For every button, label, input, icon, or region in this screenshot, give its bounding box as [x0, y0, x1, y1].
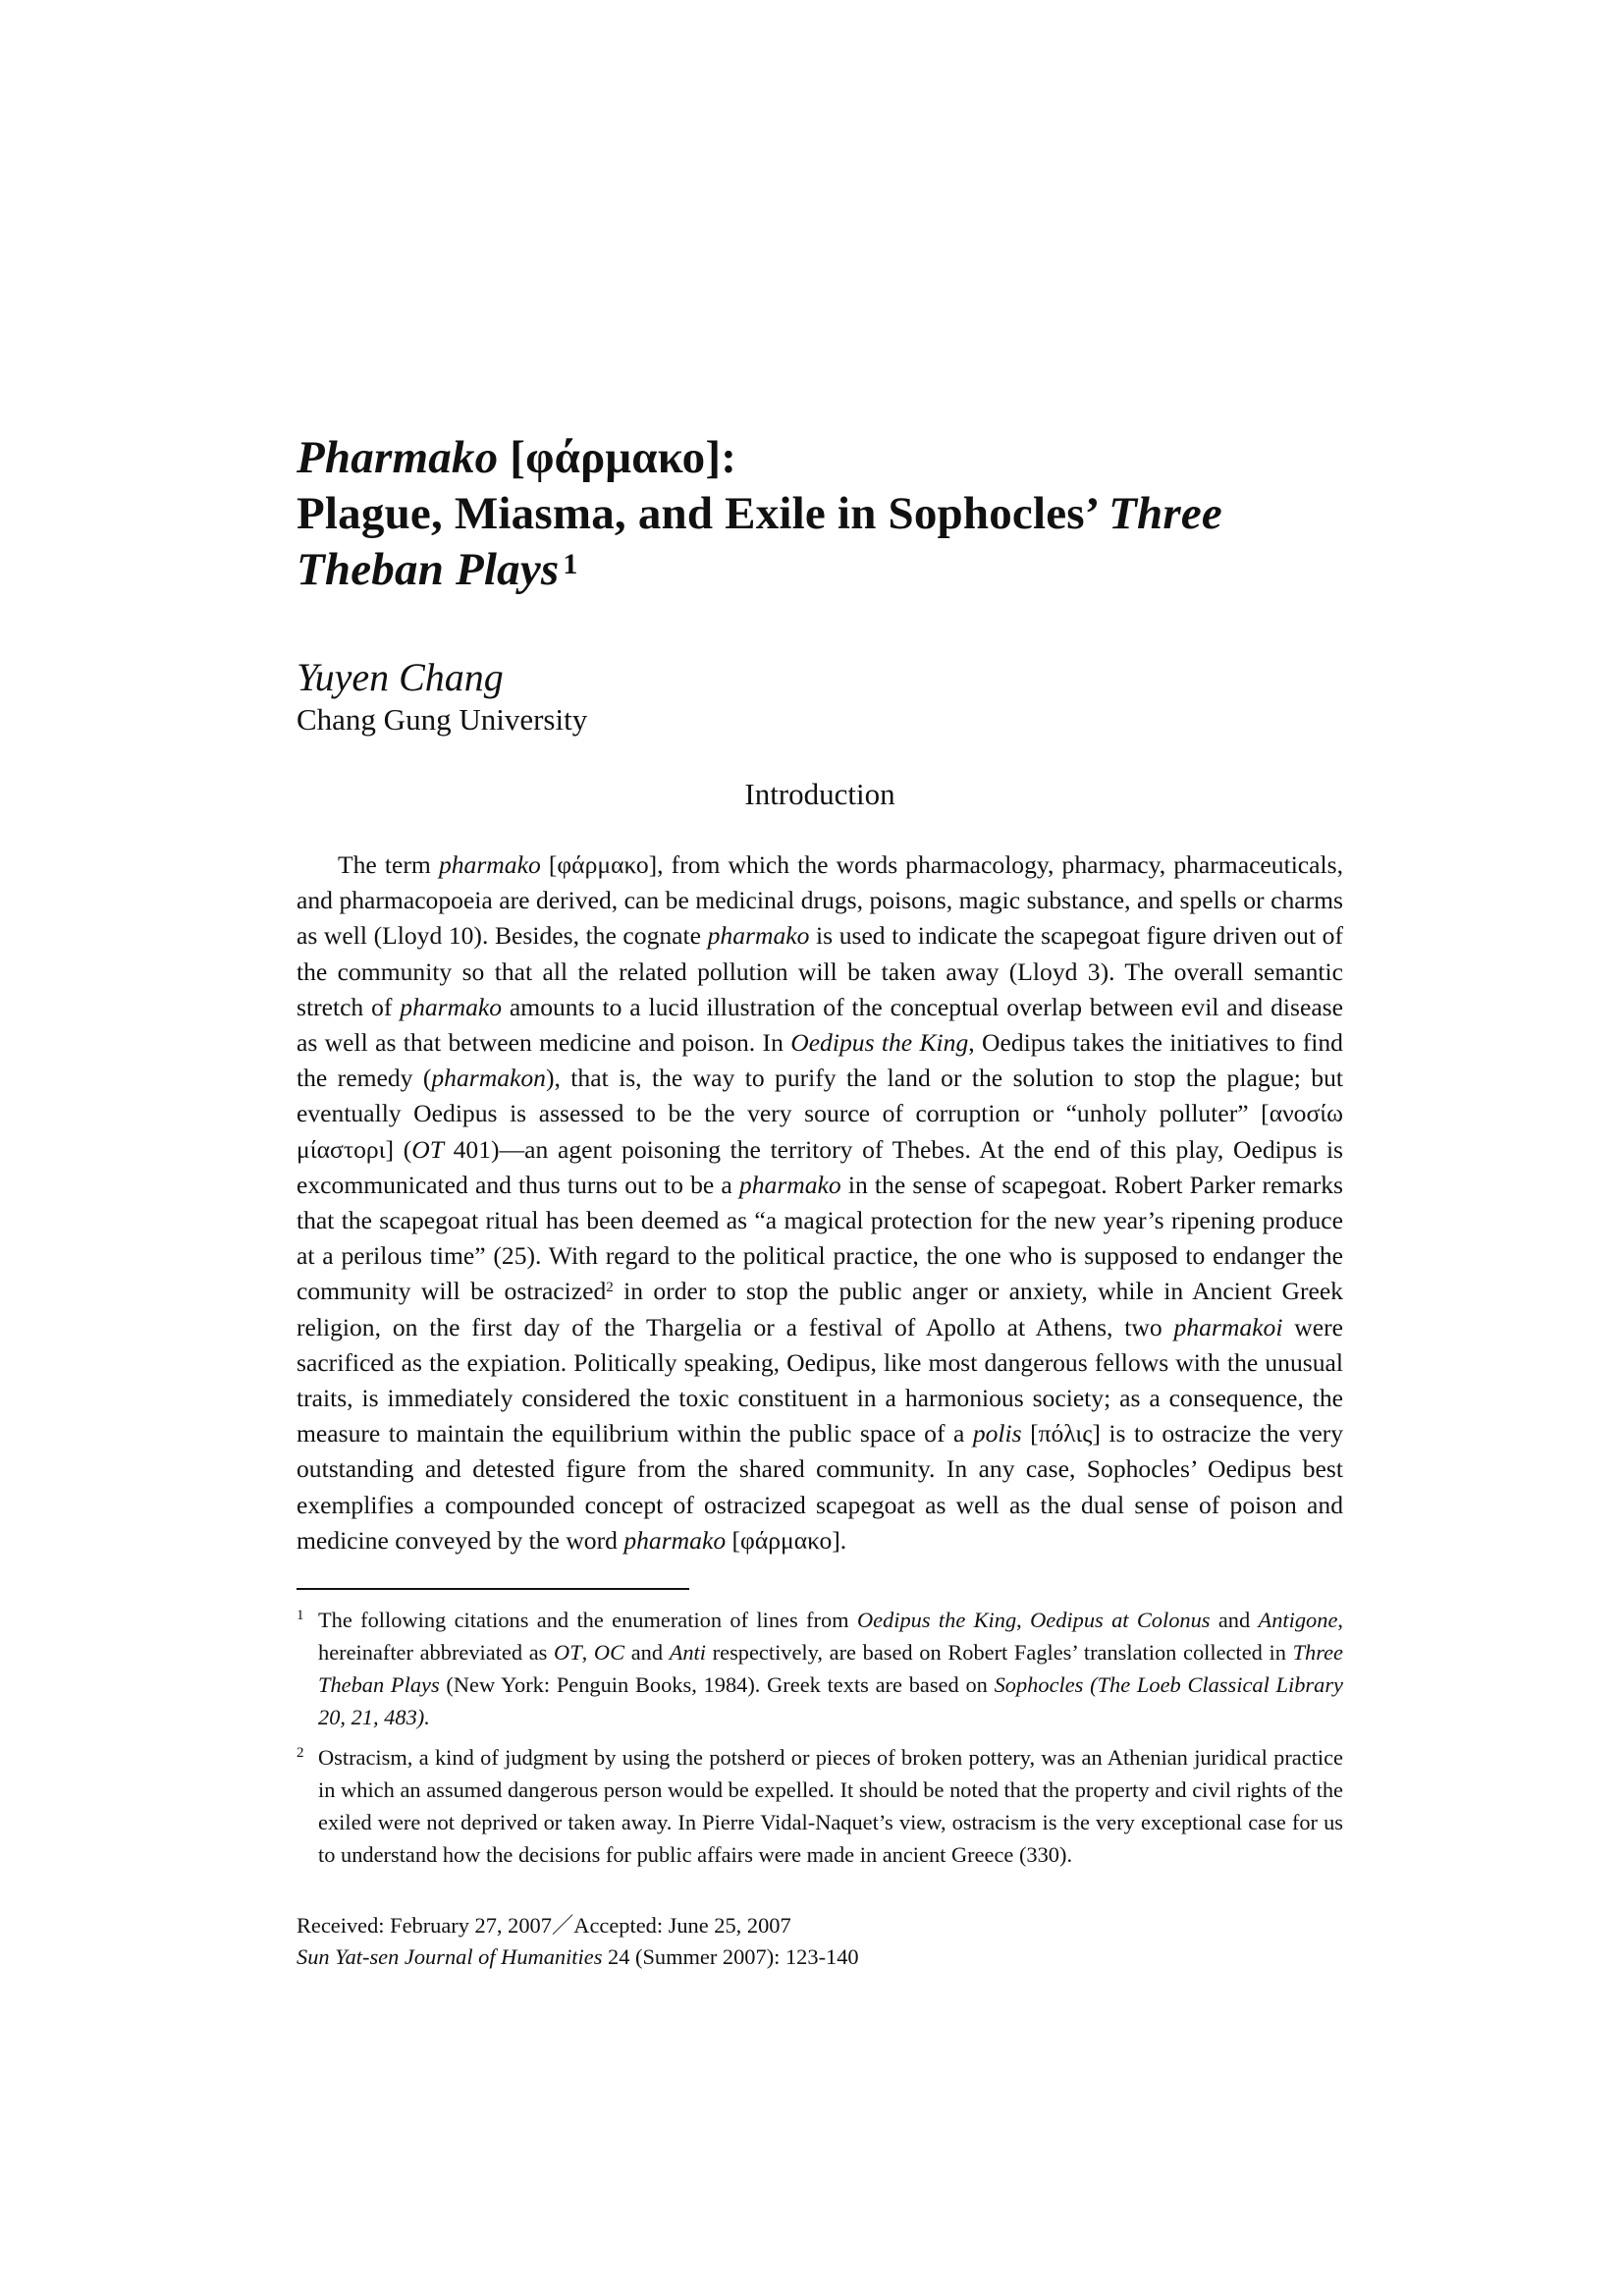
text-run: ), that is, the way to purify the land or the solution to stop the plague; but eventually Oedipus is assessed to be the very source of corruption or “unholy polluter” [ανοσίω μίαστορι] ( [297, 1064, 1343, 1164]
italic-abbrev: Anti [669, 1640, 707, 1666]
footnote-number: 1 [297, 1608, 304, 1624]
italic-term: pharmako [400, 992, 503, 1021]
text-run: , [1016, 1608, 1031, 1633]
text-run: respectively, are based on Robert Fagles’ translation collected in [706, 1640, 1293, 1666]
text-run: in order to stop the public anger or anxiety, while in Ancient Greek religion, on the first day of the Thargelia or a festival of Apollo at Athens, two [297, 1277, 1343, 1341]
italic-title: Sophocles (The Loeb Classical Library 20, 21, 483) [318, 1672, 1343, 1730]
italic-abbrev: OC [593, 1640, 625, 1666]
title-pharmako: Pharmako [297, 432, 499, 483]
article-title [297, 430, 1343, 598]
text-run: [φάρμακο], from which the words pharmacology, pharmacy, pharmaceuticals, and pharmacopoeia are derived, can be medicinal drugs, poisons, magic substance, and spells or charms as well (Lloyd 10). Besides, the cognate [297, 850, 1343, 951]
journal-citation [297, 1941, 1343, 1973]
text-run: The term [338, 850, 439, 879]
title-three: Three [1108, 488, 1222, 539]
italic-abbrev: OT [554, 1640, 582, 1666]
title-subtitle: Plague, Miasma, and Exile in Sophocles’ [297, 488, 1109, 539]
intro-paragraph [297, 847, 1343, 1558]
author-affiliation: Chang Gung University [297, 702, 588, 737]
italic-title: Oedipus the King [856, 1608, 1017, 1633]
text-run: 401)—an agent poisoning the territory of Thebes. At the end of this play, Oedipus is excommunicated and thus turns out to be a [297, 1134, 1344, 1199]
text-run: [πόλις] is to ostracize the very outstanding and detested figure from the shared community. In any case, Sophocles’ Oedipus best exemplifies a compounded concept of ostracized scapegoat as well as the dual sense of poison and medicine conveyed by the word [297, 1419, 1343, 1555]
footnote-text: Ostracism, a kind of judgment by using the potsherd or pieces of broken pottery, was an Athenian juridical practice in which an assumed dangerous person would be expelled. It should be noted that the property and civil rights of the exiled were not deprived or taken away. In Pierre Vidal-Naquet’s view, ostracism is the very exceptional case for us to understand how the decisions for public affairs were made in ancient Greece (330). [318, 1745, 1343, 1868]
title-line-3 [297, 542, 1343, 598]
journal-issue: 24 (Summer 2007): 123-140 [602, 1944, 859, 1970]
italic-title: Oedipus at Colonus [1030, 1608, 1211, 1633]
text-run: The following citations and the enumeration of lines from [318, 1608, 857, 1633]
received-dates: Received: February 27, 2007／Accepted: June 25, 2007 [297, 1913, 791, 1939]
text-run: , hereinafter abbreviated as [318, 1608, 1343, 1666]
text-run: and [624, 1640, 670, 1666]
text-run: , Oedipus takes the initiatives to find the remedy ( [297, 1028, 1343, 1093]
italic-title: Antigone [1258, 1608, 1338, 1633]
italic-title: Three Theban Plays [318, 1640, 1343, 1698]
title-line-1 [297, 430, 1343, 486]
text-run: (New York: Penguin Books, 1984). Greek texts are based on [439, 1672, 995, 1698]
text-run: [φάρμακο]. [726, 1525, 847, 1555]
italic-term: pharmakoi [1173, 1312, 1283, 1341]
text-run: were sacrificed as the expiation. Politically speaking, Oedipus, like most dangerous fellows with the unusual traits, is immediately considered the toxic constituent in a harmonious society; as a consequence, the measure to maintain the equilibrium within the public space of a [297, 1312, 1343, 1449]
journal-name: Sun Yat-sen Journal of Humanities [297, 1944, 603, 1970]
text-run: . [424, 1705, 430, 1730]
text-run: , [581, 1640, 594, 1666]
title-theban-plays: Theban Plays [297, 544, 560, 595]
title-greek: [φάρμακο]: [498, 432, 737, 483]
author-name: Yuyen Chang [297, 655, 504, 699]
italic-term: polis [972, 1419, 1022, 1449]
text-run: and [1210, 1608, 1259, 1633]
italic-abbrev: OT [411, 1134, 444, 1164]
italic-term: pharmako [438, 850, 541, 879]
footnote-2 [297, 1741, 1343, 1871]
text-run: in the sense of scapegoat. Robert Parker remarks that the scapegoat ritual has been deemed as “a magical protection for the new year’s ripening produce at a perilous time” (25). With regard to the political practice, the one who is supposed to endanger the community will be ostracized [297, 1170, 1343, 1306]
article-page [297, 430, 1343, 1973]
italic-term: pharmako [707, 921, 810, 951]
footnote-1 [297, 1604, 1343, 1733]
italic-title: Oedipus the King [790, 1028, 969, 1058]
publication-info [297, 1910, 1343, 1973]
text-run: amounts to a lucid illustration of the conceptual overlap between evil and disease as well as that between medicine and poison. In [297, 992, 1343, 1058]
italic-term: pharmakon [431, 1064, 546, 1093]
footnote-ref[interactable]: 2 [606, 1280, 614, 1296]
footnote-number: 2 [297, 1745, 304, 1762]
text-run: is used to indicate the scapegoat figure driven out of the community so that all the related pollution will be taken away (Lloyd 3). The overall semantic stretch of [297, 921, 1343, 1021]
footnotes [297, 1604, 1343, 1871]
italic-term: pharmako [738, 1170, 841, 1199]
footnote-divider [297, 1588, 689, 1590]
title-footnote-marker: 1 [563, 548, 578, 580]
section-heading: Introduction [744, 777, 895, 811]
italic-term: pharmako [623, 1525, 727, 1555]
title-line-2 [297, 486, 1343, 542]
